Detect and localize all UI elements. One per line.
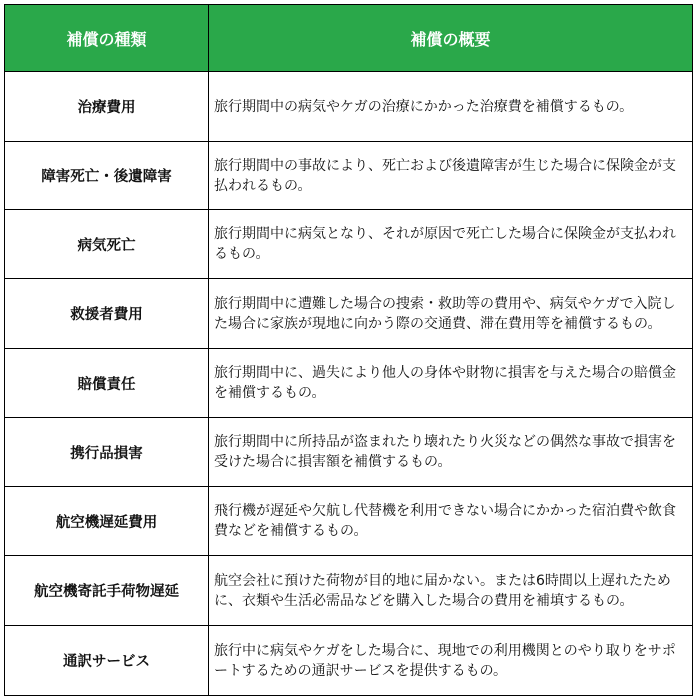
table-row	[5, 210, 693, 279]
row-type-flight-delay: 航空機遅延費用	[5, 487, 209, 556]
row-description: 飛行機が遅延や欠航し代替機を利用できない場合にかかった宿泊費や飲食費などを補償するもの。	[209, 487, 693, 556]
table-row	[5, 142, 693, 210]
row-type-medical-expenses: 治療費用	[5, 72, 209, 142]
row-type-baggage-delay: 航空機寄託手荷物遅延	[5, 556, 209, 626]
table-row	[5, 279, 693, 349]
row-type-illness-death: 病気死亡	[5, 210, 209, 279]
table-row	[5, 556, 693, 626]
table-row	[5, 487, 693, 556]
row-description: 旅行期間中に病気となり、それが原因で死亡した場合に保険金が支払われるもの。	[209, 210, 693, 279]
row-type-interpreter-service: 通訳サービス	[5, 626, 209, 696]
table-row	[5, 72, 693, 142]
row-description: 旅行期間中に遭難した場合の捜索・救助等の費用や、病気やケガで入院した場合に家族が現地に向かう際の交通費、滞在費用等を補償するもの。	[209, 279, 693, 349]
row-description: 旅行期間中に所持品が盗まれたり壊れたり火災などの偶然な事故で損害を受けた場合に損害額を補償するもの。	[209, 418, 693, 487]
row-type-belongings-damage: 携行品損害	[5, 418, 209, 487]
row-type-liability: 賠償責任	[5, 349, 209, 418]
row-description: 旅行期間中の事故により、死亡および後遺障害が生じた場合に保険金が支払われるもの。	[209, 142, 693, 210]
row-description: 旅行中に病気やケガをした場合に、現地での利用機関とのやり取りをサポートするための通訳サービスを提供するもの。	[209, 626, 693, 696]
table-header-row	[5, 5, 693, 72]
compensation-table	[4, 4, 693, 696]
row-type-rescuer-expenses: 救援者費用	[5, 279, 209, 349]
table-row	[5, 418, 693, 487]
row-type-injury-death: 障害死亡・後遺障害	[5, 142, 209, 210]
row-description: 航空会社に預けた荷物が目的地に届かない。または6時間以上遅れたために、衣類や生活必需品などを購入した場合の費用を補填するもの。	[209, 556, 693, 626]
header-compensation-summary: 補償の概要	[209, 5, 693, 72]
table-row	[5, 626, 693, 696]
row-description: 旅行期間中の病気やケガの治療にかかった治療費を補償するもの。	[209, 72, 693, 142]
table-row	[5, 349, 693, 418]
row-description: 旅行期間中に、過失により他人の身体や財物に損害を与えた場合の賠償金を補償するもの。	[209, 349, 693, 418]
compensation-table-container	[4, 4, 693, 696]
header-compensation-type: 補償の種類	[5, 5, 209, 72]
